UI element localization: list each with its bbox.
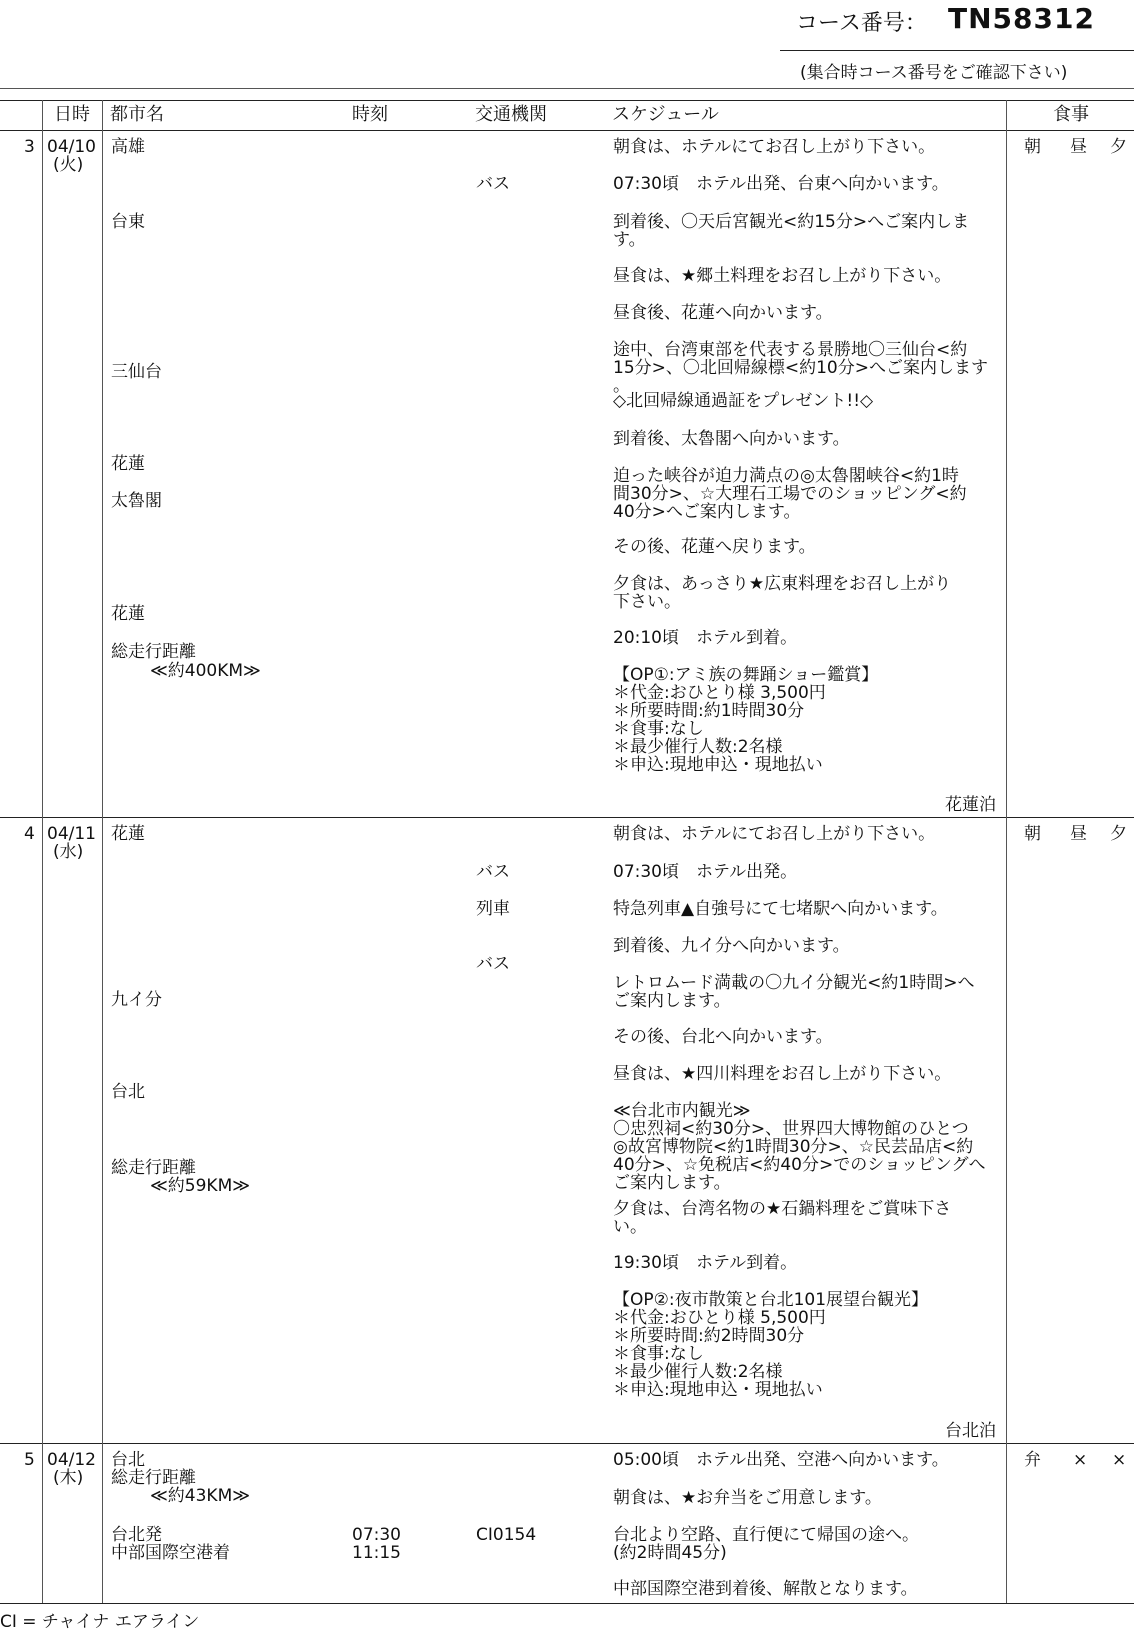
city-name: 台北	[111, 1082, 145, 1102]
schedule-entry: 朝食は、★お弁当をご用意します。	[613, 1488, 882, 1508]
schedule-entry: レトロムード満載の〇九イ分観光<約1時間>へ ご案内します。	[613, 973, 975, 1011]
transport-mode: 列車	[476, 899, 510, 919]
arrival-time: 11:15	[352, 1543, 401, 1563]
col-divider-schedule	[1006, 100, 1007, 1603]
schedule-entry: 昼食後、花蓮へ向かいます。	[613, 303, 833, 323]
table-top-border	[0, 100, 1134, 101]
overnight-stay: 台北泊	[945, 1421, 996, 1441]
transport-mode: バス	[476, 174, 510, 194]
header-time: 時刻	[352, 104, 388, 125]
optional-tour: 【OP②:夜市散策と台北101展望台観光】 ＊代金:おひとり様 5,500円 ＊所要時間:約2時間30分 ＊食事:なし ＊最少催行人数:2名様 ＊申込:現地申込・現地払い	[613, 1290, 929, 1400]
schedule-entry: その後、花蓮へ戻ります。	[613, 537, 816, 557]
day-weekday: (火)	[53, 155, 84, 175]
city-name: 花蓮	[111, 604, 145, 624]
schedule-entry: 19:30頃 ホテル到着。	[613, 1253, 798, 1273]
header-city: 都市名	[110, 104, 164, 125]
schedule-entry: 到着後、九イ分へ向かいます。	[613, 936, 850, 956]
transport-mode: バス	[476, 862, 510, 882]
course-number: TN58312	[948, 2, 1095, 35]
schedule-entry: 迫った峡谷が迫力満点の◎太魯閣峡谷<約1時 間30分>、☆大理石工場でのショッピング<約 40分>へご案内します。	[613, 466, 967, 522]
schedule-entry: 昼食は、★四川料理をお召し上がり下さい。	[613, 1064, 952, 1084]
city-name: 花蓮	[111, 454, 145, 474]
schedule-entry: 夕食は、あっさり★広東料理をお召し上がり 下さい。	[613, 574, 952, 612]
meal-breakfast: 弁	[1024, 1450, 1041, 1470]
distance-label: 総走行距離	[111, 1468, 196, 1488]
city-name: 九イ分	[111, 990, 162, 1010]
city-name: 高雄	[111, 137, 145, 157]
arrival-city: 中部国際空港着	[111, 1543, 230, 1563]
distance-value: ≪約400KM≫	[150, 661, 261, 681]
day-date: 04/11	[47, 824, 96, 844]
header-schedule: スケジュール	[612, 104, 719, 125]
course-number-label: コース番号：	[796, 11, 927, 36]
header-bottom-border	[0, 130, 1134, 131]
city-name: 花蓮	[111, 824, 145, 844]
departure-time: 07:30	[352, 1525, 401, 1545]
schedule-entry: 07:30頃 ホテル出発、台東へ向かいます。	[613, 174, 949, 194]
header-meals: 食事	[1053, 104, 1089, 125]
schedule-entry: 到着後、〇天后宮観光<約15分>へご案内しま す。	[613, 212, 970, 250]
schedule-entry: ≪台北市内観光≫ 〇忠烈祠<約30分>、世界四大博物館のひとつ ◎故宮博物院<約1時間30分>、☆民芸品店<約 40分>、☆免税店<約40分>でのショッピングへ ご案内します。	[613, 1101, 986, 1193]
header-transport: 交通機関	[475, 104, 547, 125]
day-date: 04/10	[47, 137, 96, 157]
meal-lunch: ×	[1073, 1450, 1088, 1470]
col-divider-date	[102, 100, 103, 1603]
flight-number: CI0154	[476, 1525, 537, 1545]
distance-label: 総走行距離	[111, 1158, 196, 1178]
distance-value: ≪約43KM≫	[150, 1486, 251, 1506]
course-divider	[780, 50, 1134, 51]
schedule-entry: 夕食は、台湾名物の★石鍋料理をご賞味下さ い。	[613, 1199, 952, 1237]
overnight-stay: 花蓮泊	[945, 795, 996, 815]
schedule-entry: 途中、台湾東部を代表する景勝地〇三仙台<約 15分>、〇北回帰線標<約10分>へご案内します 。	[613, 340, 988, 396]
schedule-entry: ◇北回帰線通過証をプレゼント!!◇	[613, 391, 874, 411]
transport-mode: バス	[476, 954, 510, 974]
schedule-entry: 朝食は、ホテルにてお召し上がり下さい。	[613, 137, 936, 157]
itinerary-table	[0, 100, 1134, 1604]
schedule-entry: 到着後、太魯閣へ向かいます。	[613, 429, 850, 449]
schedule-entry: 朝食は、ホテルにてお召し上がり下さい。	[613, 824, 936, 844]
distance-label: 総走行距離	[111, 642, 196, 662]
day-number: 5	[24, 1450, 35, 1470]
meal-lunch: 昼	[1070, 137, 1087, 157]
schedule-entry: 台北より空路、直行便にて帰国の途へ。 (約2時間45分)	[613, 1525, 919, 1563]
day-weekday: (木)	[53, 1468, 84, 1488]
schedule-entry: その後、台北へ向かいます。	[613, 1027, 833, 1047]
optional-tour: 【OP①:アミ族の舞踊ショー鑑賞】 ＊代金:おひとり様 3,500円 ＊所要時間:約1時間30分 ＊食事:なし ＊最少催行人数:2名様 ＊申込:現地申込・現地払い	[613, 665, 879, 775]
meal-lunch: 昼	[1070, 824, 1087, 844]
confirm-note: (集合時コース番号をご確認下さい)	[800, 63, 1068, 83]
city-name: 三仙台	[111, 362, 162, 382]
day-number: 4	[24, 824, 35, 844]
meal-breakfast: 朝	[1024, 824, 1041, 844]
city-name: 太魯閣	[111, 491, 162, 511]
day4-bottom-border	[0, 1443, 1134, 1444]
city-name: 台東	[111, 212, 145, 232]
city-name: 台北	[111, 1450, 145, 1470]
airline-footnote: CI = チャイナ エアライン	[0, 1612, 200, 1632]
schedule-entry: 昼食は、★郷土料理をお召し上がり下さい。	[613, 266, 952, 286]
meal-dinner: ×	[1112, 1450, 1127, 1470]
schedule-entry: 05:00頃 ホテル出発、空港へ向かいます。	[613, 1450, 949, 1470]
meal-dinner: 夕	[1110, 824, 1127, 844]
day-number: 3	[24, 137, 35, 157]
schedule-entry: 特急列車▲自強号にて七堵駅へ向かいます。	[613, 899, 948, 919]
day-weekday: (水)	[53, 842, 84, 862]
day-date: 04/12	[47, 1450, 96, 1470]
departure-city: 台北発	[111, 1525, 162, 1545]
meal-dinner: 夕	[1110, 137, 1127, 157]
col-divider-day	[42, 100, 43, 1603]
schedule-entry: 07:30頃 ホテル出発。	[613, 862, 798, 882]
header-date: 日時	[54, 104, 90, 125]
schedule-entry: 20:10頃 ホテル到着。	[613, 628, 798, 648]
distance-value: ≪約59KM≫	[150, 1176, 251, 1196]
page-divider	[0, 88, 1134, 89]
day3-bottom-border	[0, 817, 1134, 818]
table-bottom-border	[0, 1603, 1134, 1604]
meal-breakfast: 朝	[1024, 137, 1041, 157]
schedule-entry: 中部国際空港到着後、解散となります。	[613, 1579, 918, 1599]
